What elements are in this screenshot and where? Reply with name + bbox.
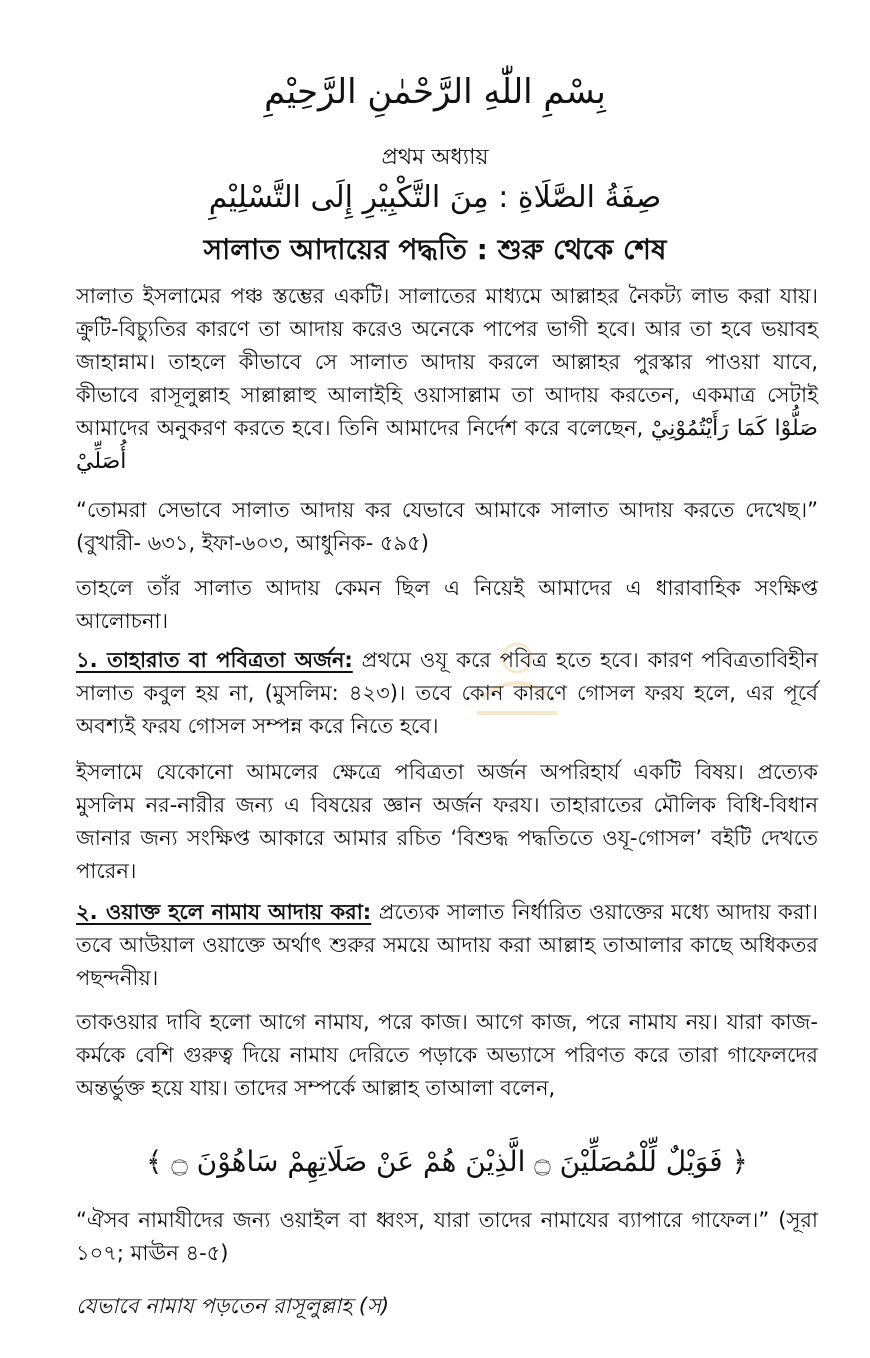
series-intro: তাহলে তাঁর সালাত আদায় কেমন ছিল এ নিয়েই আমাদের এ ধারাবাহিক সংক্ষিপ্ত আলোচনা। — [76, 576, 818, 633]
arabic-title: صِفَةُ الصَّلَاةِ : مِنَ التَّكْبِيْرِ إِلَى التَّسْلِيْمِ — [208, 180, 662, 215]
chapter-label: প্রথম অধ্যায় — [381, 145, 489, 170]
purity-paragraph: ইসলামে যেকোনো আমলের ক্ষেত্রে পবিত্রতা অর্জন অপরিহার্য একটি বিষয়। প্রত্যেক মুসলিম নর-নারীর জন্য এ বিষয়ের জ্ঞান অর্জন ফরয। তাহারাতের মৌলিক বিধি-বিধান জানার জন্য সংক্ষিপ্ত আকারে আমার রচিত ‘বিশুদ্ধ পদ্ধতিতে ওযূ-গোসল’ বইটি দেখতে পারেন। — [76, 760, 818, 883]
quran-verse: ﴿ فَوَيْلٌ لِّلْمُصَلِّيْنَ ۝ الَّذِيْنَ هُمْ عَنْ صَلَاتِهِمْ سَاهُوْنَ ۝ ﴾ — [146, 1145, 748, 1178]
book-title-footer: যেভাবে নামায পড়তেন রাসূলুল্লাহ (স) — [76, 1294, 390, 1318]
point-1-heading: ১. তাহারাত বা পবিত্রতা অর্জন: — [76, 648, 353, 672]
hadith-translation: “তোমরা সেভাবে সালাত আদায় কর যেভাবে আমাকে সালাত আদায় করতে দেখেছ।” (বুখারী- ৬৩১, ইফা-৬০৩, আধুনিক- ৫৯৫) — [76, 498, 818, 555]
hadith-arabic: صَلُّوْا كَمَا رَأَيْتُمُوْنِيْ أُصَلِّيْ — [76, 416, 818, 474]
point-2-text: প্রত্যেক সালাত নির্ধারিত ওয়াক্তের মধ্যে আদায় করা। তবে আউয়াল ওয়াক্তে অর্থাৎ শুরুর সময়ে আদায় করা আল্লাহ তাআলার কাছে অধিকতর পছন্দনীয়। — [76, 900, 818, 990]
intro-text: সালাত ইসলামের পঞ্চ স্তম্ভের একটি। সালাতের মাধ্যমে আল্লাহর নৈকট্য লাভ করা যায়। ক্রুটি-বিচ্যুতির কারণে তা আদায় করেও অনেকে পাপের ভাগী হবে। আর তা হবে ভয়াবহ জাহান্নাম। তাহলে কীভাবে সে সালাত আদায় করলে আল্লাহর পুরস্কার পাওয়া যাবে, কীভাবে রাসূলুল্লাহ সাল্লাল্লাহু আলাইহি ওয়াসাল্লাম তা আদায় করতেন, একমাত্র সেটাই আমাদের অনুকরণ করতে হবে। তিনি আমাদের নির্দেশ করে বলেছেন, — [76, 284, 818, 440]
point-2-heading: ২. ওয়াক্ত হলে নামায আদায় করা: — [76, 900, 372, 924]
taqwa-paragraph: তাকওয়ার দাবি হলো আগে নামায, পরে কাজ। আগে কাজ, পরে নামায নয়। যারা কাজ-কর্মকে বেশি গুরুত্ব দিয়ে নামায দেরিতে পড়াকে অভ্যাসে পরিণত করে তারা গাফেলদের অন্তর্ভুক্ত হয়ে যায়। তাদের সম্পর্কে আল্লাহ তাআলা বলেন, — [76, 1010, 818, 1100]
bismillah: بِسْمِ اللّٰهِ الرَّحْمٰنِ الرَّحِيْمِ — [264, 72, 606, 112]
point-2-paragraph — [76, 896, 818, 995]
point-1-paragraph — [76, 644, 818, 743]
intro-paragraph — [76, 280, 818, 478]
point-1-text: প্রথমে ওযূ করে পবিত্র হতে হবে। কারণ পবিত্রতাবিহীন সালাত কবুল হয় না, (মুসলিম: ৪২৩)। তবে কোন কারণে গোসল ফরয হলে, এর পূর্বে অবশ্যই ফরয গোসল সম্পন্ন করে নিতে হবে। — [76, 648, 818, 738]
quran-translation: “ঐসব নামাযীদের জন্য ওয়াইল বা ধ্বংস, যারা তাদের নামাযের ব্যাপারে গাফেল।” (সূরা ১০৭; মাঊন ৪-৫) — [76, 1208, 818, 1265]
page-title: সালাত আদায়ের পদ্ধতি : শুরু থেকে শেষ — [203, 233, 667, 266]
